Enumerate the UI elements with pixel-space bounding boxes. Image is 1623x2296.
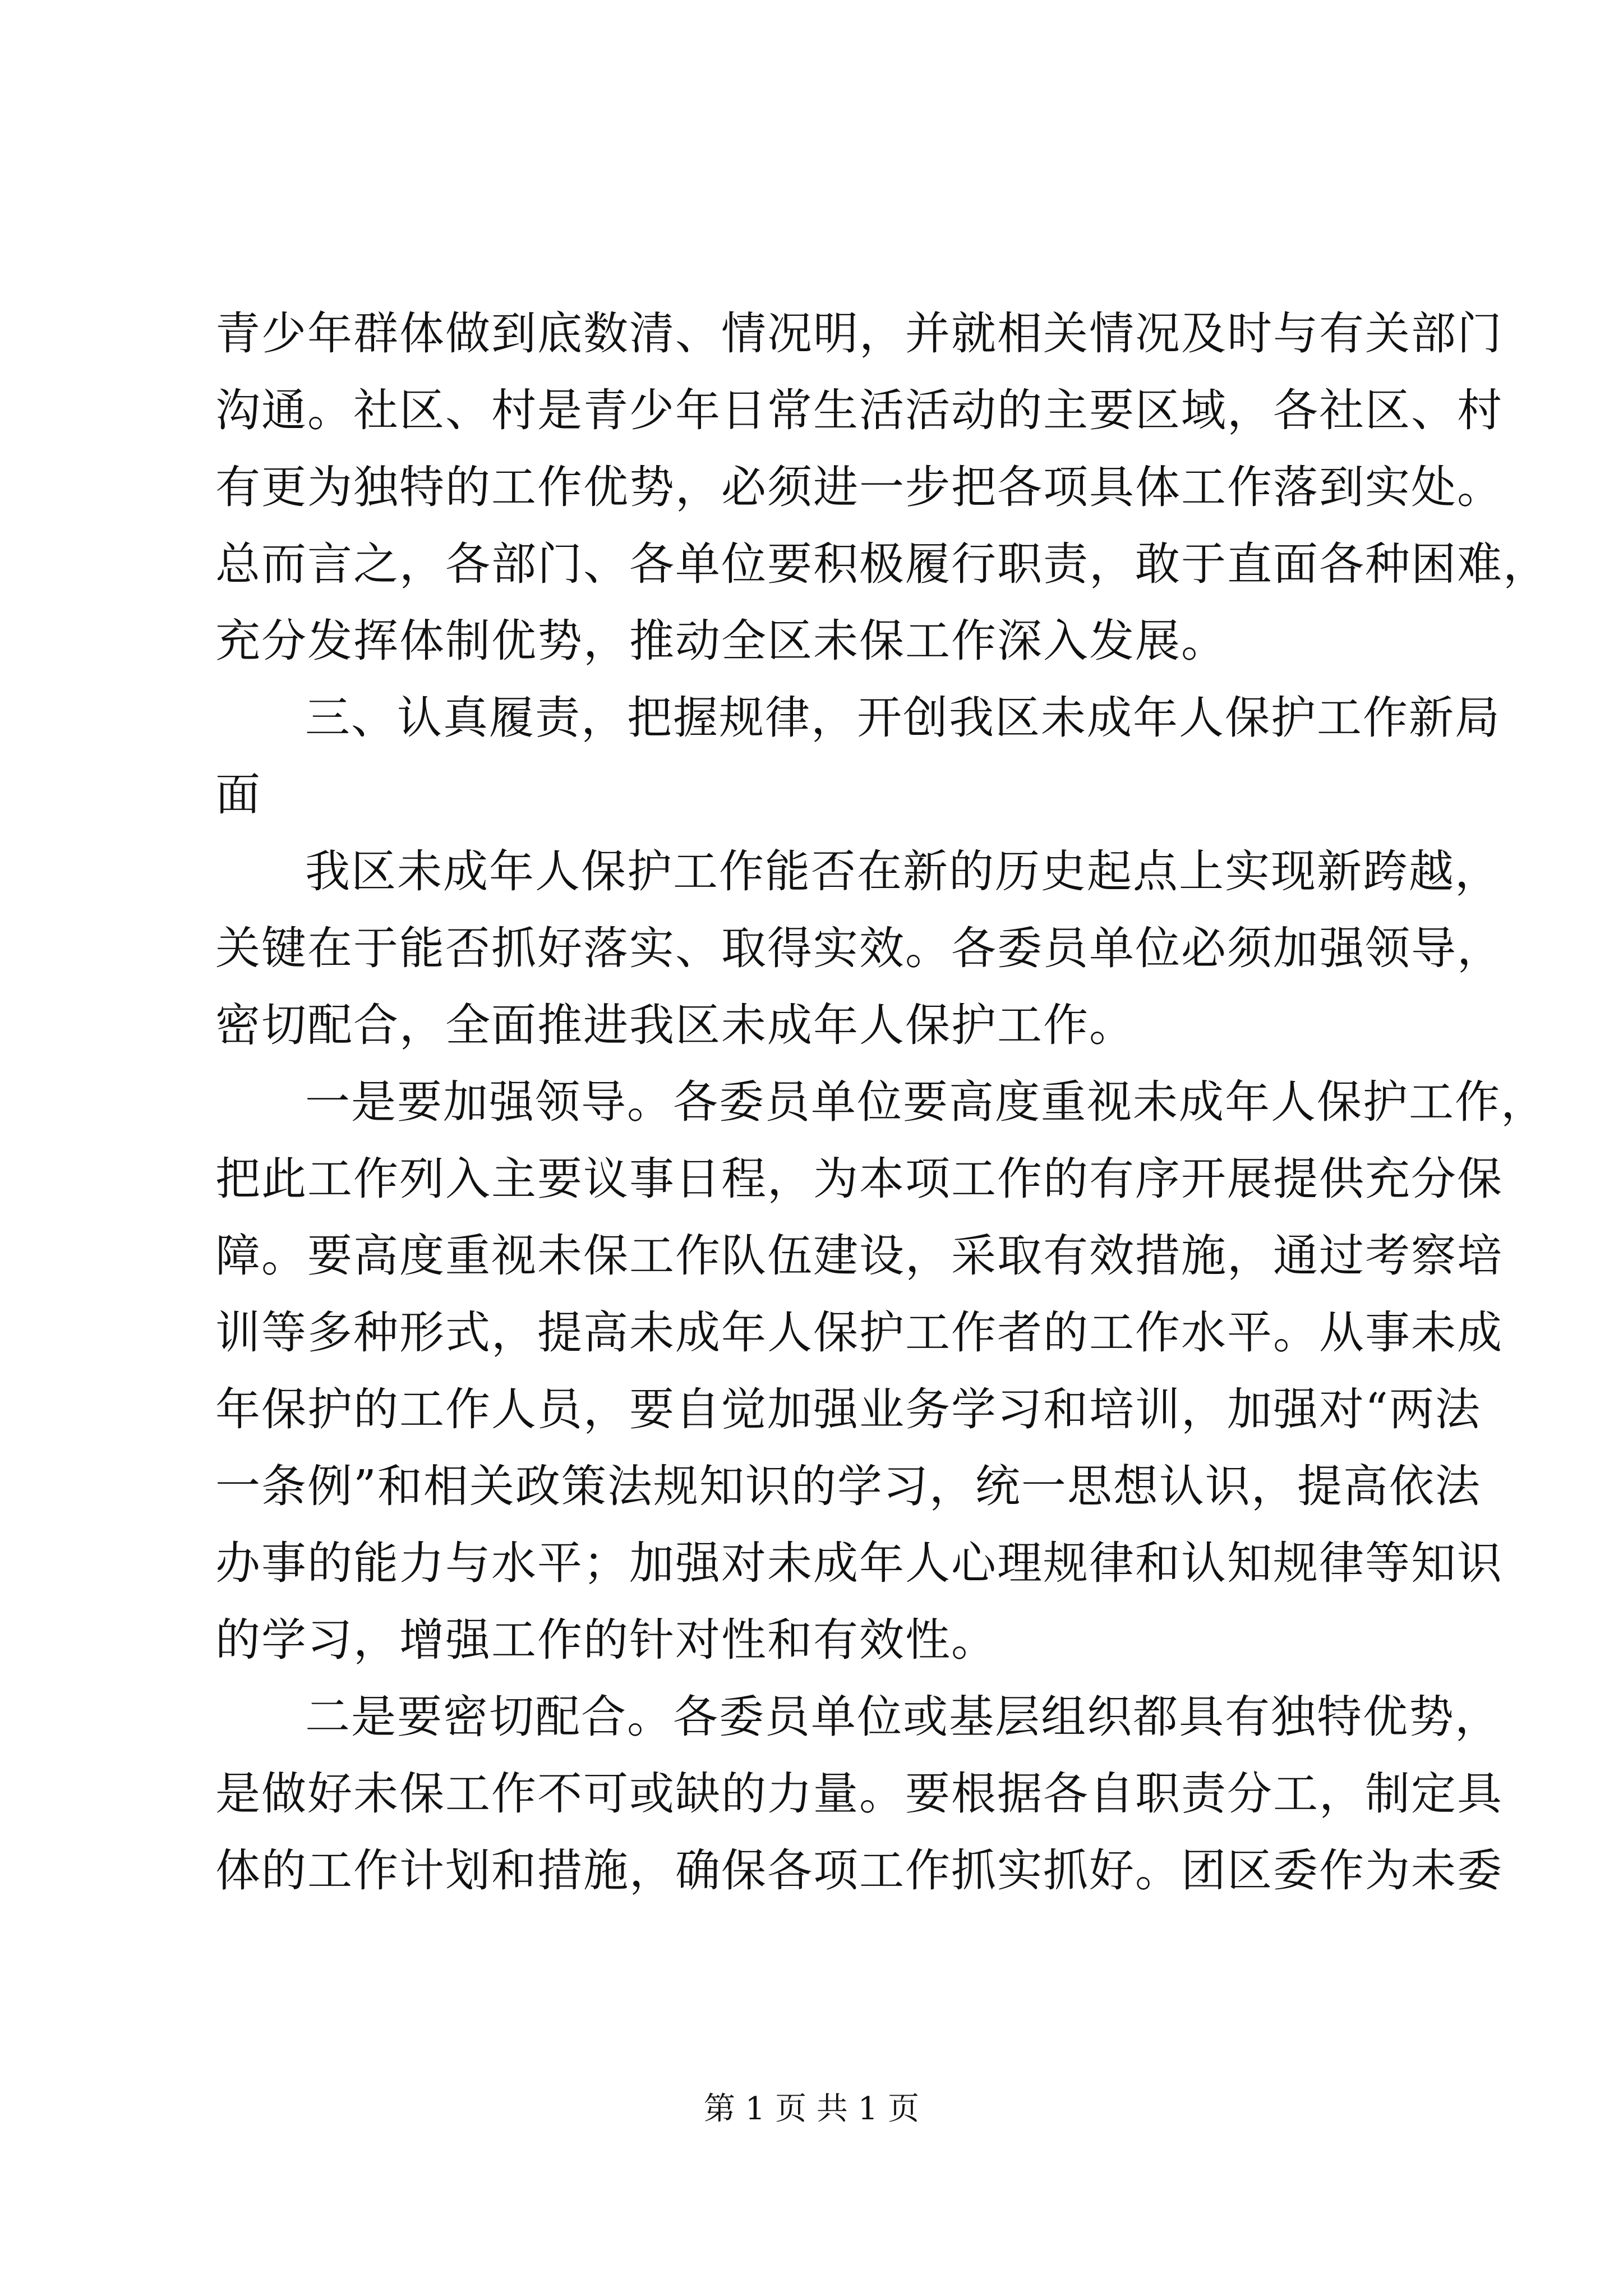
text-line: 沟通。社区、村是青少年日常生活活动的主要区域，各社区、村	[215, 384, 1503, 436]
paragraph-first-line: 一是要加强领导。各委员单位要高度重视未成年人保护工作，	[305, 1076, 1547, 1128]
text-line: 总而言之，各部门、各单位要积极履行职责，敢于直面各种困难，	[215, 538, 1549, 590]
text-line: 密切配合，全面推进我区未成年人保护工作。	[215, 999, 1135, 1051]
text-line: 是做好未保工作不可或缺的力量。要根据各自职责分工，制定具	[215, 1768, 1503, 1820]
text-line: 有更为独特的工作优势，必须进一步把各项具体工作落到实处。	[215, 461, 1503, 513]
text-line: 的学习，增强工作的针对性和有效性。	[215, 1614, 997, 1666]
section-heading: 三、认真履责，把握规律，开创我区未成年人保护工作新局	[305, 692, 1501, 744]
paragraph-first-line: 二是要密切配合。各委员单位或基层组织都具有独特优势，	[305, 1691, 1501, 1743]
text-line: 一条例”和相关政策法规知识的学习，统一思想认识，提高依法	[215, 1460, 1481, 1512]
text-line: 障。要高度重视未保工作队伍建设，采取有效措施，通过考察培	[215, 1230, 1503, 1282]
page-footer: 第 1 页 共 1 页	[703, 2091, 920, 2127]
text-line: 充分发挥体制优势，推动全区未保工作深入发展。	[215, 615, 1227, 667]
text-line: 体的工作计划和措施，确保各项工作抓实抓好。团区委作为未委	[215, 1844, 1503, 1897]
text-line: 青少年群体做到底数清、情况明，并就相关情况及时与有关部门	[215, 307, 1503, 360]
text-line: 年保护的工作人员，要自觉加强业务学习和培训，加强对“两法	[215, 1383, 1481, 1435]
paragraph-first-line: 我区未成年人保护工作能否在新的历史起点上实现新跨越，	[305, 845, 1501, 898]
text-line: 办事的能力与水平；加强对未成年人心理规律和认知规律等知识	[215, 1537, 1503, 1589]
text-line: 训等多种形式，提高未成年人保护工作者的工作水平。从事未成	[215, 1306, 1503, 1359]
section-heading-continuation: 面	[215, 769, 261, 821]
text-line: 关键在于能否抓好落实、取得实效。各委员单位必须加强领导，	[215, 922, 1503, 974]
text-line: 把此工作列入主要议事日程，为本项工作的有序开展提供充分保	[215, 1153, 1503, 1205]
